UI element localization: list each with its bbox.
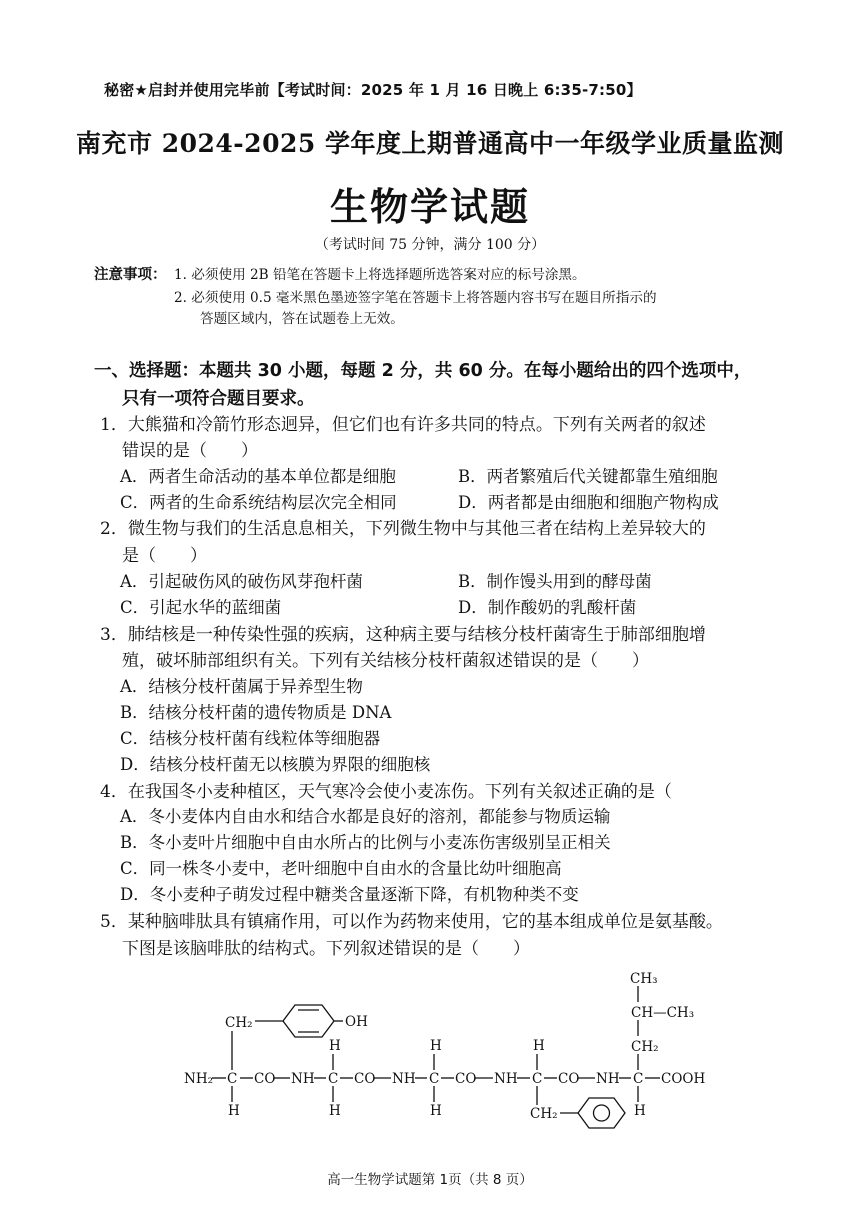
h-label-1: H (228, 1103, 240, 1119)
c-label-4: C (532, 1071, 543, 1087)
question-stem-cont: 是（ ） (122, 546, 207, 566)
section-heading-cont: 只有一项符合题目要求。 (122, 389, 315, 409)
question-stem-cont: 错误的是（ ） (122, 441, 258, 461)
co-label-4: CO (558, 1071, 580, 1087)
h-label-6: H (533, 1038, 545, 1054)
co-label-2: CO (354, 1071, 376, 1087)
question-stem-cont: 殖，破坏肺部组织有关。下列有关结核分枝杆菌叙述错误的是（ ） (122, 651, 649, 671)
ch2-phe-label: CH₂ (530, 1106, 558, 1122)
option-d[interactable]: D．制作酸奶的乳酸杆菌 (458, 598, 637, 617)
option-a[interactable]: A．冬小麦体内自由水和结合水都是良好的溶剂，都能参与物质运输 (120, 807, 611, 826)
option-c[interactable]: C．同一株冬小麦中，老叶细胞中自由水的含量比幼叶细胞高 (120, 859, 562, 878)
nh-label-2: NH (392, 1071, 416, 1087)
option-b[interactable]: B．结核分枝杆菌的遗传物质是 DNA (120, 703, 392, 722)
h-label-5: H (430, 1103, 442, 1119)
nh-label-4: NH (596, 1071, 620, 1087)
notice-item-2: 2. 必须使用 0.5 毫米黑色墨迹签字笔在答题卡上将答题内容书写在题目所指示的 (174, 290, 657, 306)
ch2-tyr-label: CH₂ (225, 1015, 253, 1031)
question-stem: 5．某种脑啡肽具有镇痛作用，可以作为药物来使用，它的基本组成单位是氨基酸。 (100, 912, 723, 932)
question-stem: 4．在我国冬小麦种植区，天气寒冷会使小麦冻伤。下列有关叙述正确的是（ (100, 782, 672, 802)
option-b[interactable]: B．冬小麦叶片细胞中自由水所占的比例与小麦冻伤害级别呈正相关 (120, 833, 611, 852)
option-b[interactable]: B．制作馒头用到的酵母菌 (458, 572, 652, 591)
co-label-3: CO (455, 1071, 477, 1087)
oh-label: OH (345, 1014, 368, 1030)
h-label-4: H (430, 1038, 442, 1054)
question-stem-cont: 下图是该脑啡肽的结构式。下列叙述错误的是（ ） (122, 939, 530, 959)
c-label-1: C (227, 1071, 238, 1087)
c-label-2: C (328, 1071, 339, 1087)
h-label-7: H (634, 1103, 646, 1119)
option-a[interactable]: A．结核分枝杆菌属于异养型生物 (120, 677, 363, 696)
exam-duration: （考试时间 75 分钟，满分 100 分） (314, 237, 546, 253)
notice-label: 注意事项： (94, 267, 167, 283)
notice-item-2-cont: 答题区域内，答在试题卷上无效。 (200, 311, 404, 327)
page-footer: 高一生物学试题第 1页（共 8 页） (327, 1172, 533, 1188)
ch2-leu-label: CH₂ (631, 1039, 659, 1055)
section-heading: 一、选择题：本题共 30 小题，每题 2 分，共 60 分。在每小题给出的四个选项中， (94, 361, 752, 381)
c-label-5: C (633, 1071, 644, 1087)
option-c[interactable]: C．两者的生命系统结构层次完全相同 (120, 493, 397, 512)
subject-title: 生物学试题 (329, 185, 530, 229)
option-b[interactable]: B．两者繁殖后代关键都靠生殖细胞 (458, 467, 718, 486)
co-label-1: CO (254, 1071, 276, 1087)
option-d[interactable]: D．结核分枝杆菌无以核膜为界限的细胞核 (120, 755, 431, 774)
ch-ch3-label: CH—CH₃ (631, 1005, 695, 1021)
notice-item-1: 1. 必须使用 2B 铅笔在答题卡上将选择题所选答案对应的标号涂黑。 (174, 267, 586, 283)
cooh-label: COOH (661, 1071, 706, 1087)
ch3-top-label: CH₃ (630, 971, 658, 987)
question-stem: 3．肺结核是一种传染性强的疾病，这种病主要与结核分枝杆菌寄生于肺部细胞增 (100, 625, 706, 645)
option-d[interactable]: D．两者都是由细胞和细胞产物构成 (458, 493, 719, 512)
question-stem: 1．大熊猫和冷箭竹形态迥异，但它们也有许多共同的特点。下列有关两者的叙述 (100, 415, 706, 435)
nh-label-1: NH (291, 1071, 315, 1087)
question-stem: 2．微生物与我们的生活息息相关，下列微生物中与其他三者在结构上差异较大的 (100, 519, 706, 539)
nh2-label: NH₂ (184, 1071, 213, 1087)
h-label-2: H (329, 1038, 341, 1054)
option-c[interactable]: C．引起水华的蓝细菌 (120, 598, 282, 617)
nh-label-3: NH (494, 1071, 518, 1087)
option-a[interactable]: A．引起破伤风的破伤风芽孢杆菌 (120, 572, 363, 591)
secret-line: 秘密★启封并使用完毕前【考试时间：2025 年 1 月 16 日晚上 6:35-7:50】 (104, 81, 642, 99)
exam-title: 南充市 2024-2025 学年度上期普通高中一年级学业质量监测 (76, 129, 784, 158)
option-d[interactable]: D．冬小麦种子萌发过程中糖类含量逐渐下降，有机物种类不变 (120, 885, 579, 904)
c-label-3: C (429, 1071, 440, 1087)
h-label-3: H (329, 1103, 341, 1119)
enkephalin-structure-diagram (0, 950, 860, 1150)
option-a[interactable]: A．两者生命活动的基本单位都是细胞 (120, 467, 396, 486)
option-c[interactable]: C．结核分枝杆菌有线粒体等细胞器 (120, 729, 381, 748)
